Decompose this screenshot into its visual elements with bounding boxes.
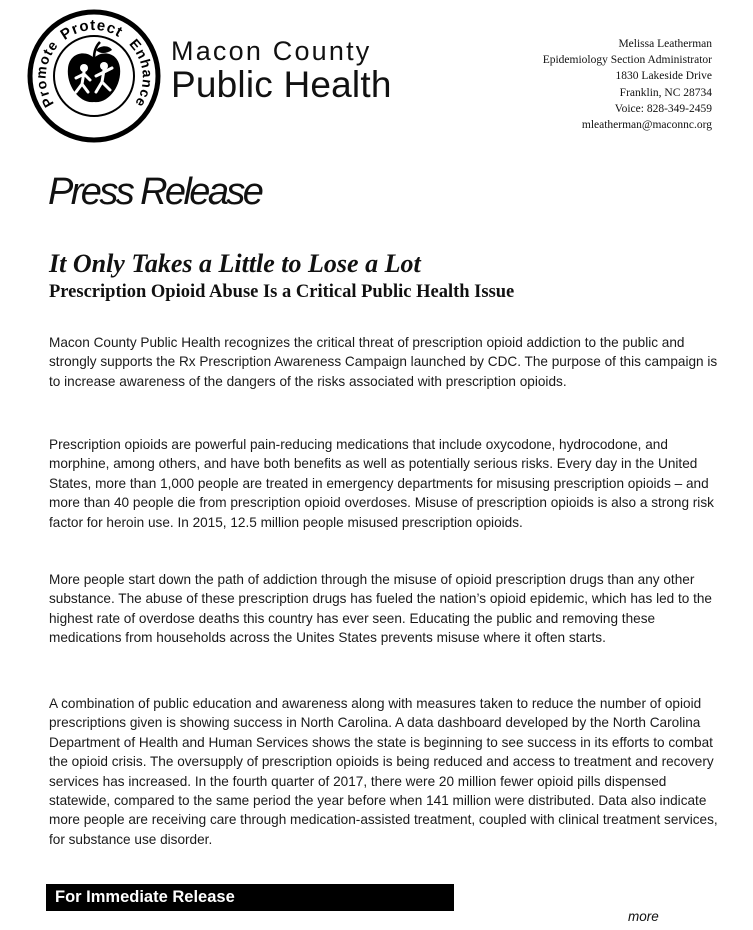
more-indicator: more — [628, 909, 659, 924]
contact-title: Epidemiology Section Administrator — [542, 54, 712, 67]
body-paragraph-2: Prescription opioids are powerful pain-reducing medications that include oxycodone, hydrocodone, and morphine, among others, and have both benefits as well as potentially serious risks. Every day in the United States, more than 1,000 people are treated in emergency departments for misusing prescription opioids – and more than 40 people die from prescription opioid overdoses. Misuse of prescription opioids is also a strong risk factor for heroin use. In 2015, 12.5 million people misused prescription opioids. — [49, 437, 714, 530]
press-release-label: Press Release — [48, 171, 262, 213]
body-paragraph-4: A combination of public education and awareness along with measures taken to reduce the number of opioid prescriptions given is showing success in North Carolina. A data dashboard developed by the North Carolina Department of Health and Human Services shows the state is beginning to see success in its efforts to combat the opioid crisis. The oversupply of prescription opioids is being reduced and access to treatment and recovery services has increased. In the fourth quarter of 2017, there were 20 million fewer opioid pills dispensed statewide, compared to the same period the year before when 141 million were distributed. Data also indicate more people are receiving care through medication-assisted treatment, coupled with clinical treatment services, for substance use disorder. — [49, 696, 718, 847]
contact-phone: Voice: 828-349-2459 — [614, 102, 712, 115]
contact-name: Melissa Leatherman — [618, 38, 712, 50]
body-paragraph-3: More people start down the path of addiction through the misuse of opioid prescription drugs than any other substance. The abuse of these prescription drugs has fueled the nation’s opioid epidemic, which has led to the highest rate of overdose deaths this country has ever seen. Educating the public and removing these medications from households across the Unites States prevents misuse where it often starts. — [49, 572, 712, 646]
seal-graphic — [26, 8, 162, 144]
seal-word-promote: Promote — [32, 36, 62, 111]
contact-block — [543, 36, 712, 133]
headline: It Only Takes a Little to Lose a Lot — [49, 249, 421, 278]
immediate-release-bar: For Immediate Release — [46, 884, 454, 911]
apple-icon — [68, 42, 120, 102]
subheadline: Prescription Opioid Abuse Is a Critical Public Health Issue — [49, 282, 515, 302]
seal-word-protect: Protect — [57, 16, 126, 44]
org-name-line2: Public Health — [171, 64, 392, 105]
seal-word-enhance: Enhance — [126, 35, 156, 111]
contact-street: 1830 Lakeside Drive — [615, 70, 712, 83]
org-name-line1: Macon County — [171, 36, 372, 66]
contact-city: Franklin, NC 28734 — [619, 86, 712, 99]
svg-text:Protect — [57, 17, 126, 44]
organization-name — [171, 36, 392, 104]
county-seal-logo — [26, 8, 162, 144]
contact-email: mleatherman@maconnc.org — [581, 119, 712, 132]
body-paragraph-1: Macon County Public Health recognizes the critical threat of prescription opioid addiction to the public and strongly supports the Rx Prescription Awareness Campaign launched by CDC. The purpose of this campaign is to increase awareness of the dangers of the risks associated with prescription opioids. — [49, 335, 718, 389]
